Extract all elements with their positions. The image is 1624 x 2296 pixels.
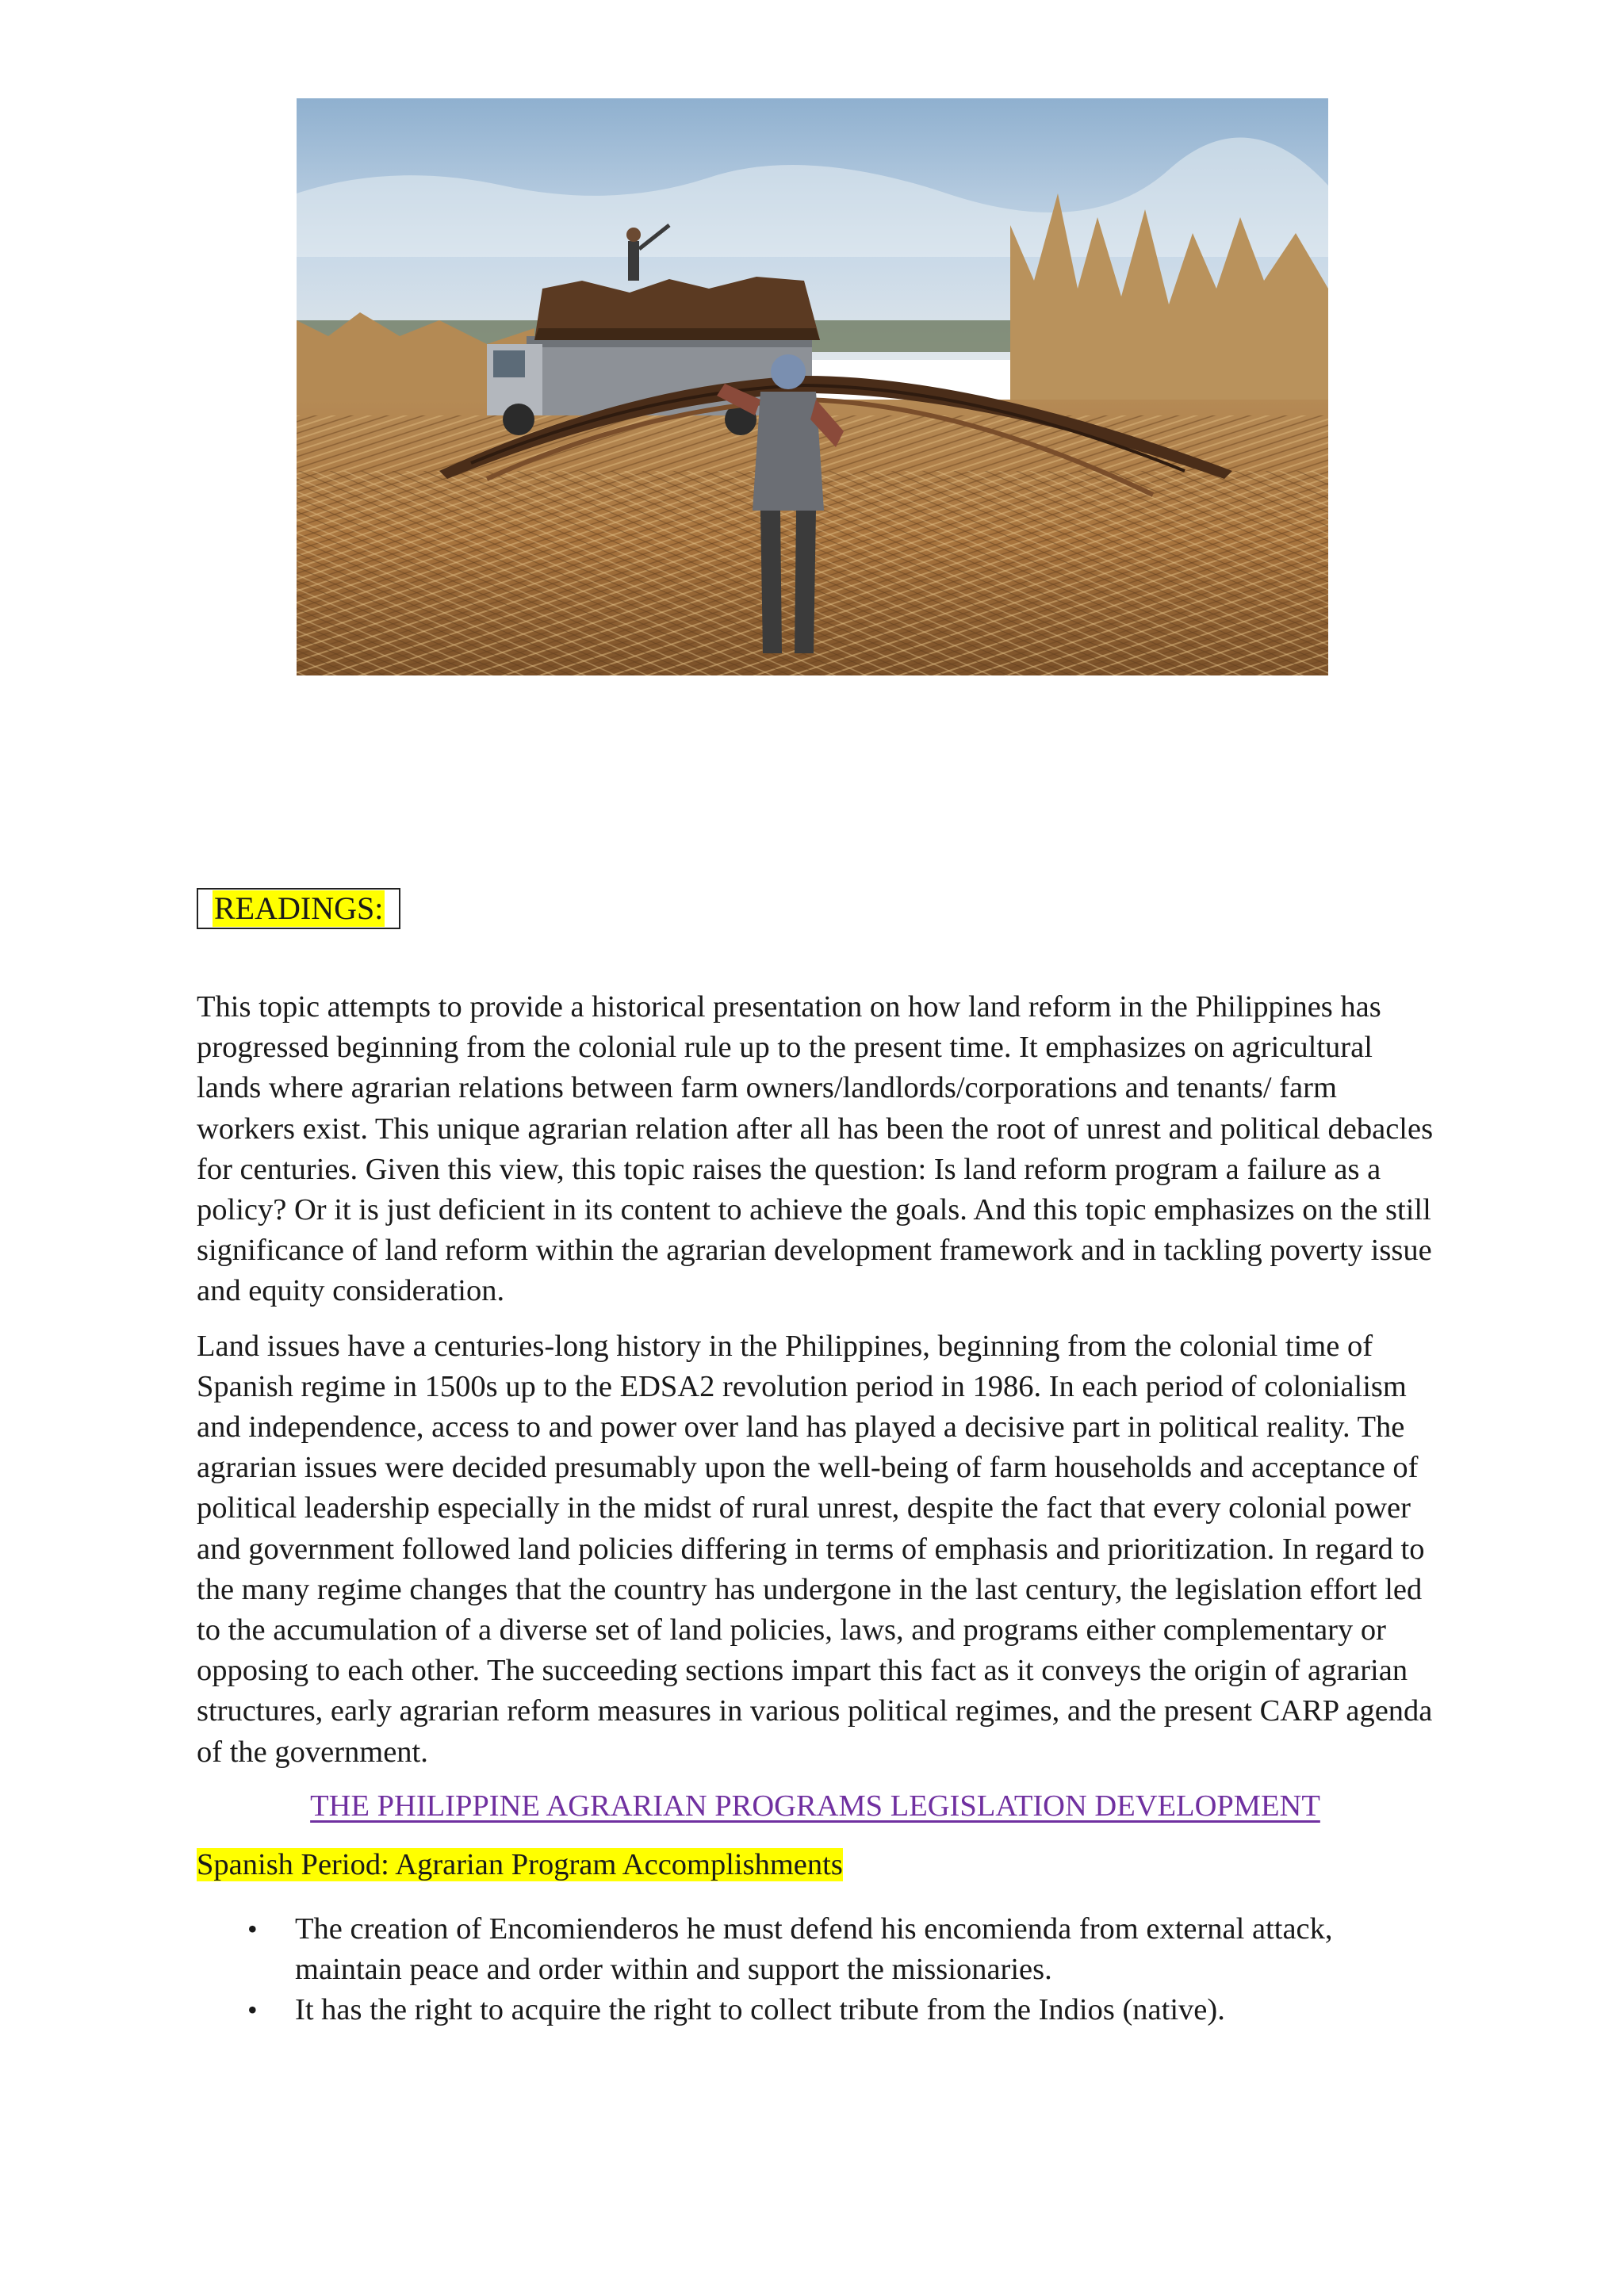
list-item — [197, 1909, 1434, 1990]
sugarcane-harvest-photo — [297, 98, 1328, 675]
list-item-text: The creation of Encomienderos he must defend his encomienda from external attack, maintain peace and order within and support the missionaries. — [295, 1911, 1333, 1987]
sugarcane-harvest-illustration — [297, 98, 1328, 675]
spanish-period-list — [197, 1909, 1434, 2031]
readings-heading-box — [197, 888, 400, 929]
section-title-link[interactable]: THE PHILIPPINE AGRARIAN PROGRAMS LEGISLATION DEVELOPMENT — [310, 1789, 1320, 1823]
history-paragraph: Land issues have a centuries-long history in the Philippines, beginning from the colonial time of Spanish regime in 1500s up to the EDSA2 revolution period in 1986. In each period of colonialism and independence, access to and power over land has played a decisive part in political reality. The agrarian issues were decided presumably upon the well-being of farm households and acceptance of political leadership especially in the midst of rural unrest, despite the fact that every colonial power and government followed land policies differing in terms of emphasis and prioritization. In regard to the many regime changes that the country has undergone in the last century, the legislation effort led to the accumulation of a diverse set of land policies, laws, and programs either complementary or opposing to each other. The succeeding sections impart this fact as it conveys the origin of agrarian structures, early agrarian reform measures in various political regimes, and the present CARP agenda of the government. — [197, 1329, 1433, 1769]
intro-paragraph: This topic attempts to provide a historical presentation on how land reform in the Philippines has progressed beginning from the colonial rule up to the present time. It emphasizes on agricultural lands where agrarian relations between farm owners/landlords/corporations and tenants/ farm workers exist. This unique agrarian relation after all has been the root of unrest and political debacles for centuries. Given this view, this topic raises the question: Is land reform program a failure as a policy? Or it is just deficient in its content to achieve the goals. And this topic emphasizes on the still significance of land reform within the agrarian development framework and in tackling poverty issue and equity consideration. — [197, 990, 1434, 1308]
subsection-title — [197, 1844, 1434, 1885]
list-item-text: It has the right to acquire the right to collect tribute from the Indios (native). — [295, 1993, 1225, 2027]
subsection-title-text: Spanish Period: Agrarian Program Accomplishments — [197, 1847, 843, 1881]
bullet-icon: • — [247, 1994, 258, 2026]
list-item — [197, 1990, 1434, 2030]
bullet-icon: • — [247, 1912, 258, 1945]
document-body — [197, 987, 1434, 2030]
readings-label: READINGS: — [214, 890, 384, 926]
